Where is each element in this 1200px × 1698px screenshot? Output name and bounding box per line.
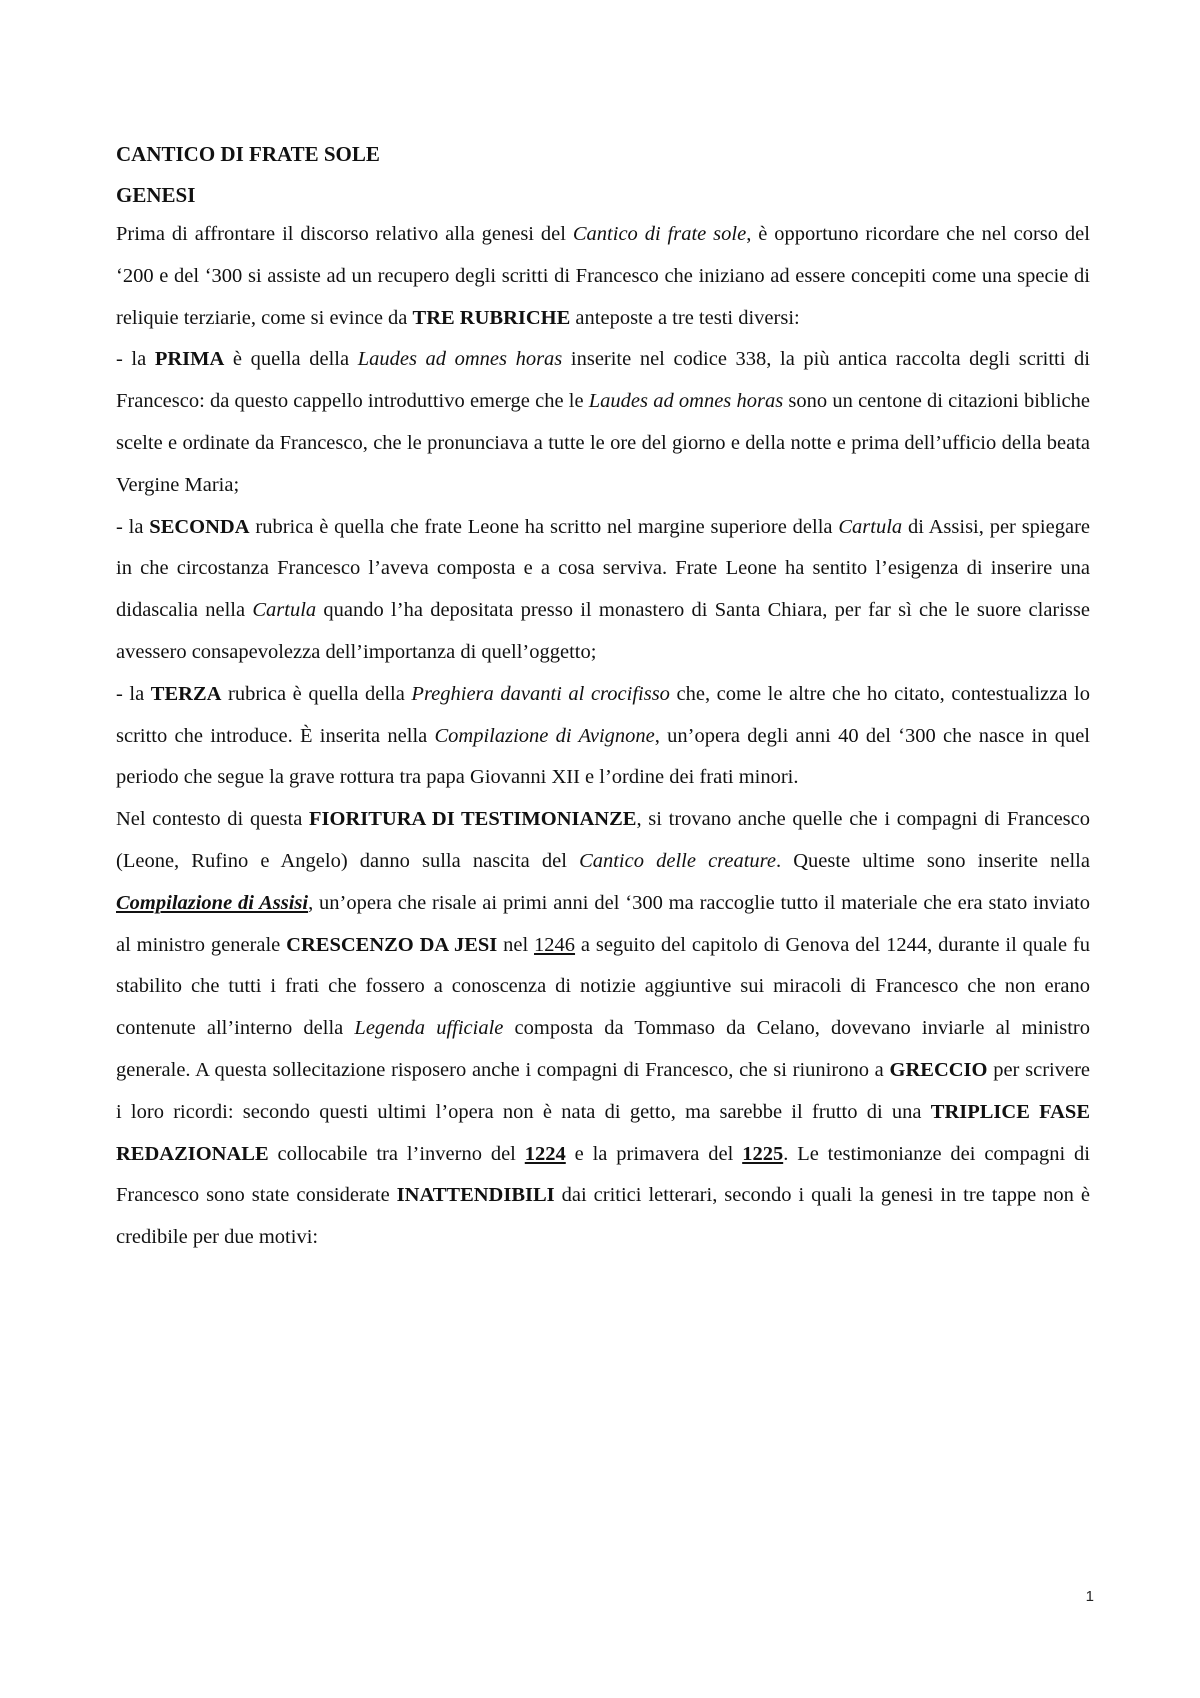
bold-keyword: INATTENDIBILI bbox=[396, 1184, 555, 1207]
context-paragraph bbox=[116, 799, 1090, 1259]
text-run: . Le testimonianze dei compagni di Francesco sono state considerate bbox=[116, 1142, 1090, 1207]
text-run: sono un centone di citazioni bibliche scelte e ordinate da Francesco, che le pronunciava a tutte le ore del giorno e della notte e prima dell’ufficio della beata Vergine Maria; bbox=[116, 390, 1090, 496]
bold-keyword: SECONDA bbox=[149, 515, 250, 538]
text-run: - la bbox=[116, 682, 151, 705]
bold-keyword: CRESCENZO DA JESI bbox=[286, 933, 498, 956]
text-run: . Queste ultime sono inserite nella bbox=[776, 849, 1090, 872]
text-run: composta da Tommaso da Celano, dovevano inviarle al ministro generale. A questa sollecitazione risposero anche i compagni di Francesco, che si riunirono a bbox=[116, 1017, 1090, 1081]
bold-keyword: TERZA bbox=[150, 682, 222, 705]
text-run: , un’opera degli anni 40 del ‘300 che nasce in quel periodo che segue la grave rottura tra papa Giovanni XII e l’ordine dei frati minori. bbox=[116, 724, 1090, 789]
text-run: , si trovano anche quelle che i compagni di Francesco (Leone, Rufino e Angelo) danno sulla nascita del bbox=[116, 808, 1091, 872]
bold-keyword: GRECCIO bbox=[889, 1058, 988, 1081]
bold-keyword: TRIPLICE FASE REDAZIONALE bbox=[116, 1100, 1090, 1165]
italic-title: Cantico di frate sole bbox=[572, 223, 747, 245]
text-run: nel bbox=[497, 933, 535, 956]
list-item-seconda bbox=[116, 507, 1090, 674]
text-run: di Assisi, per spiegare in che circostanza Francesco l’aveva composta e a cosa serviva. Frate Leone ha sentito l’esigenza di inserire una didascalia nella bbox=[116, 515, 1091, 622]
italic-title: Legenda ufficiale bbox=[354, 1017, 504, 1040]
text-run: e la primavera del bbox=[565, 1142, 743, 1165]
text-run: inserite nel codice 338, la più antica raccolta degli scritti di Francesco: da questo cappello introduttivo emerge che le bbox=[116, 348, 1090, 413]
italic-title: Preghiera davanti al crocifisso bbox=[411, 682, 670, 705]
bold-keyword: PRIMA bbox=[154, 348, 225, 371]
bold-underlined-year: 1225 bbox=[742, 1142, 784, 1165]
bold-underlined-year: 1224 bbox=[524, 1142, 566, 1165]
text-run: rubrica è quella che frate Leone ha scritto nel margine superiore della bbox=[249, 515, 839, 538]
italic-title: Cantico delle creature bbox=[579, 849, 776, 872]
text-run: Nel contesto di questa bbox=[116, 808, 310, 831]
text-run: quando l’ha depositata presso il monastero di Santa Chiara, per far sì che le suore clarisse avessero consapevolezza dell’importanza di quell’oggetto; bbox=[116, 599, 1090, 663]
text-run: Prima di affrontare il discorso relativo alla genesi del bbox=[116, 223, 573, 245]
italic-title: Cartula bbox=[838, 515, 903, 538]
italic-title: Compilazione di Avignone bbox=[434, 724, 655, 747]
text-run: rubrica è quella della bbox=[221, 682, 412, 705]
text-run: - la bbox=[116, 348, 155, 371]
text-run: per scrivere i loro ricordi: secondo questi ultimi l’opera non è nata di getto, ma sarebbe il frutto di una bbox=[116, 1058, 1090, 1123]
italic-title: Cartula bbox=[252, 599, 317, 622]
bold-italic-underlined-title: Compilazione di Assisi bbox=[116, 891, 309, 914]
text-run: - la bbox=[116, 515, 150, 538]
text-run: collocabile tra l’inverno del bbox=[268, 1142, 525, 1165]
underlined-year: 1246 bbox=[534, 933, 576, 956]
italic-title: Laudes ad omnes horas bbox=[588, 390, 784, 413]
text-run: anteposte a tre testi diversi: bbox=[570, 306, 800, 329]
bold-keyword: TRE RUBRICHE bbox=[412, 306, 571, 329]
italic-title: Laudes ad omnes horas bbox=[357, 348, 563, 371]
page-number: 1 bbox=[1085, 1588, 1094, 1605]
bold-keyword: FIORITURA DI TESTIMONIANZE bbox=[309, 808, 637, 831]
section-heading: GENESI bbox=[116, 183, 196, 207]
list-item-prima bbox=[116, 339, 1090, 506]
text-run: è quella della bbox=[224, 348, 358, 371]
text-run: a seguito del capitolo di Genova del 1244, durante il quale fu stabilito che tutti i frati che fossero a conoscenza di notizie aggiuntive sui miracoli di Francesco che non erano contenute all’interno della bbox=[116, 933, 1090, 1040]
list-item-terza bbox=[116, 674, 1090, 799]
text-run: , è opportuno ricordare che nel corso del ‘200 e del ‘300 si assiste ad un recupero degli scritti di Francesco che iniziano ad essere concepiti come una specie di reliquie terziarie, come si evince da bbox=[116, 223, 1090, 329]
document-page bbox=[116, 140, 1090, 1259]
document-title: CANTICO DI FRATE SOLE bbox=[116, 142, 380, 166]
text-run: dai critici letterari, secondo i quali la genesi in tre tappe non è credibile per due motivi: bbox=[116, 1184, 1090, 1249]
text-run: , un’opera che risale ai primi anni del ‘300 ma raccoglie tutto il materiale che era stato inviato al ministro generale bbox=[116, 891, 1090, 956]
intro-paragraph bbox=[116, 214, 1090, 339]
text-run: che, come le altre che ho citato, contestualizza lo scritto che introduce. È inserita nella bbox=[116, 682, 1090, 747]
